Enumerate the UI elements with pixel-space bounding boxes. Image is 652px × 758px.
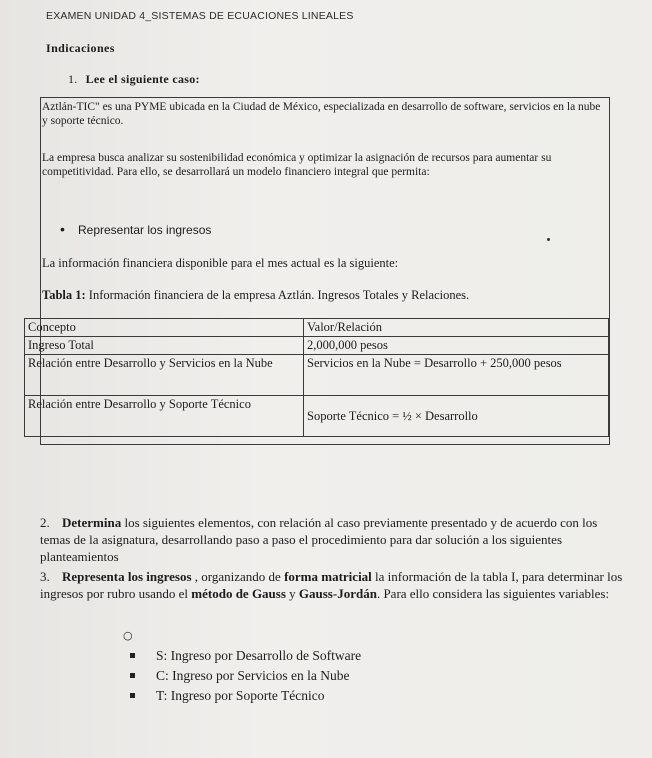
question-2 [40,514,630,565]
section-heading: Indicaciones [46,41,115,55]
variables-list [110,646,361,706]
table-header-cell: Concepto [25,319,304,337]
square-bullet-icon [130,653,135,658]
question-text-3: y [285,586,299,601]
question-bold-1: Representa los ingresos [62,569,192,584]
case-paragraph-1: Aztlán-TIC" es una PYME ubicada en la Ciudad de México, especializada en desarrollo de software, servicios en la nube y soporte técnico. [42,101,601,127]
question-number: 2. [40,515,50,530]
square-bullet-icon [130,673,135,678]
square-bullet-icon [130,693,135,698]
table-row [25,396,609,437]
table-caption [42,288,602,302]
table-header-cell: Valor/Relación [304,319,609,337]
variable-text: C: Ingreso por Servicios en la Nube [156,668,350,683]
table-caption-text: Información financiera de la empresa Aztlán. Ingresos Totales y Relaciones. [85,288,470,302]
question-bold-3: método de Gauss [191,586,286,601]
question-3 [40,568,630,602]
question-text-2: la información de la tabla I, para determinar los ingresos por rubro usando el [40,569,623,601]
table-header-row [25,319,609,337]
table-row [25,337,609,355]
exam-header: EXAMEN UNIDAD 4_SISTEMAS DE ECUACIONES LINEALES [46,10,354,22]
question-bold-4: Gauss-Jordán [298,586,377,601]
table-cell: Relación entre Desarrollo y Servicios en la Nube [25,355,304,396]
ink-speck [547,238,550,241]
variable-text: T: Ingreso por Soporte Técnico [156,688,325,703]
case-bullet [60,221,211,237]
table-cell: 2,000,000 pesos [304,337,609,355]
table-caption-label: Tabla 1: [42,288,86,302]
question-text-1: , organizando de [191,569,285,584]
bullet-text: Representar los ingresos [78,223,212,237]
list-item [110,666,361,686]
table-cell: Servicios en la Nube = Desarrollo + 250,000 pesos [304,355,609,396]
table-cell: Relación entre Desarrollo y Soporte Técnico [25,396,304,437]
circle-bullet-icon: ○ [123,629,133,642]
table-cell: Ingreso Total [25,337,304,355]
financial-table [24,318,609,437]
variable-text: S: Ingreso por Desarrollo de Software [156,648,362,663]
question-text-4: . Para ello considera las siguientes variables: [376,586,610,601]
case-paragraph-3: La información financiera disponible para el mes actual es la siguiente: [42,256,399,270]
question-bold-2: forma matricial [284,569,372,584]
table-row [25,355,609,396]
step-text: Lee el siguiente caso: [85,72,200,86]
list-item [110,646,361,666]
step-number: 1. [68,72,78,86]
question-number: 3. [40,569,50,584]
list-item [110,686,361,706]
question-text: los siguientes elementos, con relación al caso previamente presentado y de acuerdo con los temas de la asignatura, desarrollando paso a paso el procedimiento para dar solución a los siguientes planteamientos [40,515,598,564]
case-paragraph-2: La empresa busca analizar su sostenibilidad económica y optimizar la asignación de recursos para aumentar su competitividad. Para ello, se desarrollará un modelo financiero integral que permita: [42,152,552,178]
table-cell: Soporte Técnico = ½ × Desarrollo [304,396,609,437]
question-verb: Determina [62,515,122,530]
step-1 [68,72,200,87]
bullet-icon: • [60,221,65,237]
